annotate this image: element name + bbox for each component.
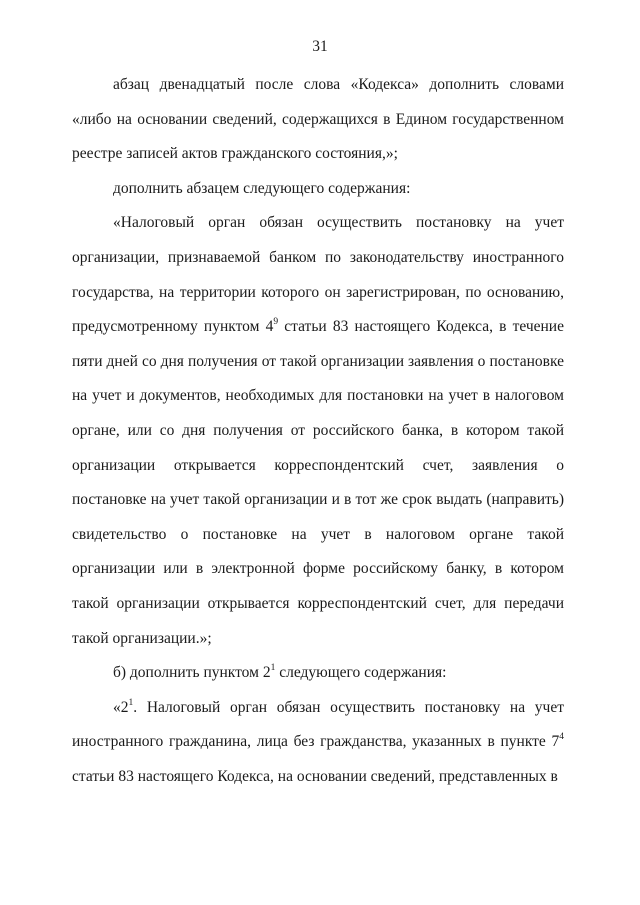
paragraph-3 xyxy=(72,206,564,656)
superscript: 1 xyxy=(128,697,134,708)
page-number: 31 xyxy=(312,38,328,55)
paragraph-3-text-a: «Налоговый орган обязан осуществить постановку на учет организации, признаваемой банком по законодательству иностранного государства, на территории которого он зарегистрирован, по основанию, предусмотренному пунктом 4 xyxy=(72,214,564,336)
paragraph-2: дополнить абзацем следующего содержания: xyxy=(113,179,411,197)
superscript: 9 xyxy=(273,317,279,327)
paragraph-1: абзац двенадцатый после слова «Кодекса» дополнить словами «либо на основании сведений, содержащихся в Едином государственном реестре записей актов гражданского состояния,»; xyxy=(72,76,564,163)
paragraph-5-text-c: статьи 83 настоящего Кодекса, на основании сведений, представленных в xyxy=(72,767,558,785)
document-body xyxy=(72,68,564,794)
paragraph-5-text-b: . Налоговый орган обязан осуществить постановку на учет иностранного гражданина, лица без гражданства, указанных в пункте 7 xyxy=(72,698,564,751)
paragraph-3-text-b: статьи 83 настоящего Кодекса, в течение пяти дней со дня получения от такой организации заявления о постановке на учет и документов, необходимых для постановки на учет в налоговом органе, или со дня получения от российского банка, в котором такой организации открывается корреспондентский счет, заявления о постановке на учет такой организации и в тот же срок выдать (направить) свидетельство о постановке на учет в налоговом органе такой организации или в электронной форме российскому банку, в котором такой организации открывается корреспондентский счет, для передачи такой организации.»; xyxy=(72,318,564,647)
paragraph-4-text-b: следующего содержания: xyxy=(275,664,447,682)
superscript: 4 xyxy=(559,732,564,743)
paragraph-5 xyxy=(72,691,564,795)
paragraph-4-text-a: б) дополнить пунктом 2 xyxy=(113,664,271,682)
paragraph-5-text-a: «2 xyxy=(113,698,129,716)
superscript: 1 xyxy=(270,662,276,673)
paragraph-4 xyxy=(72,656,564,691)
